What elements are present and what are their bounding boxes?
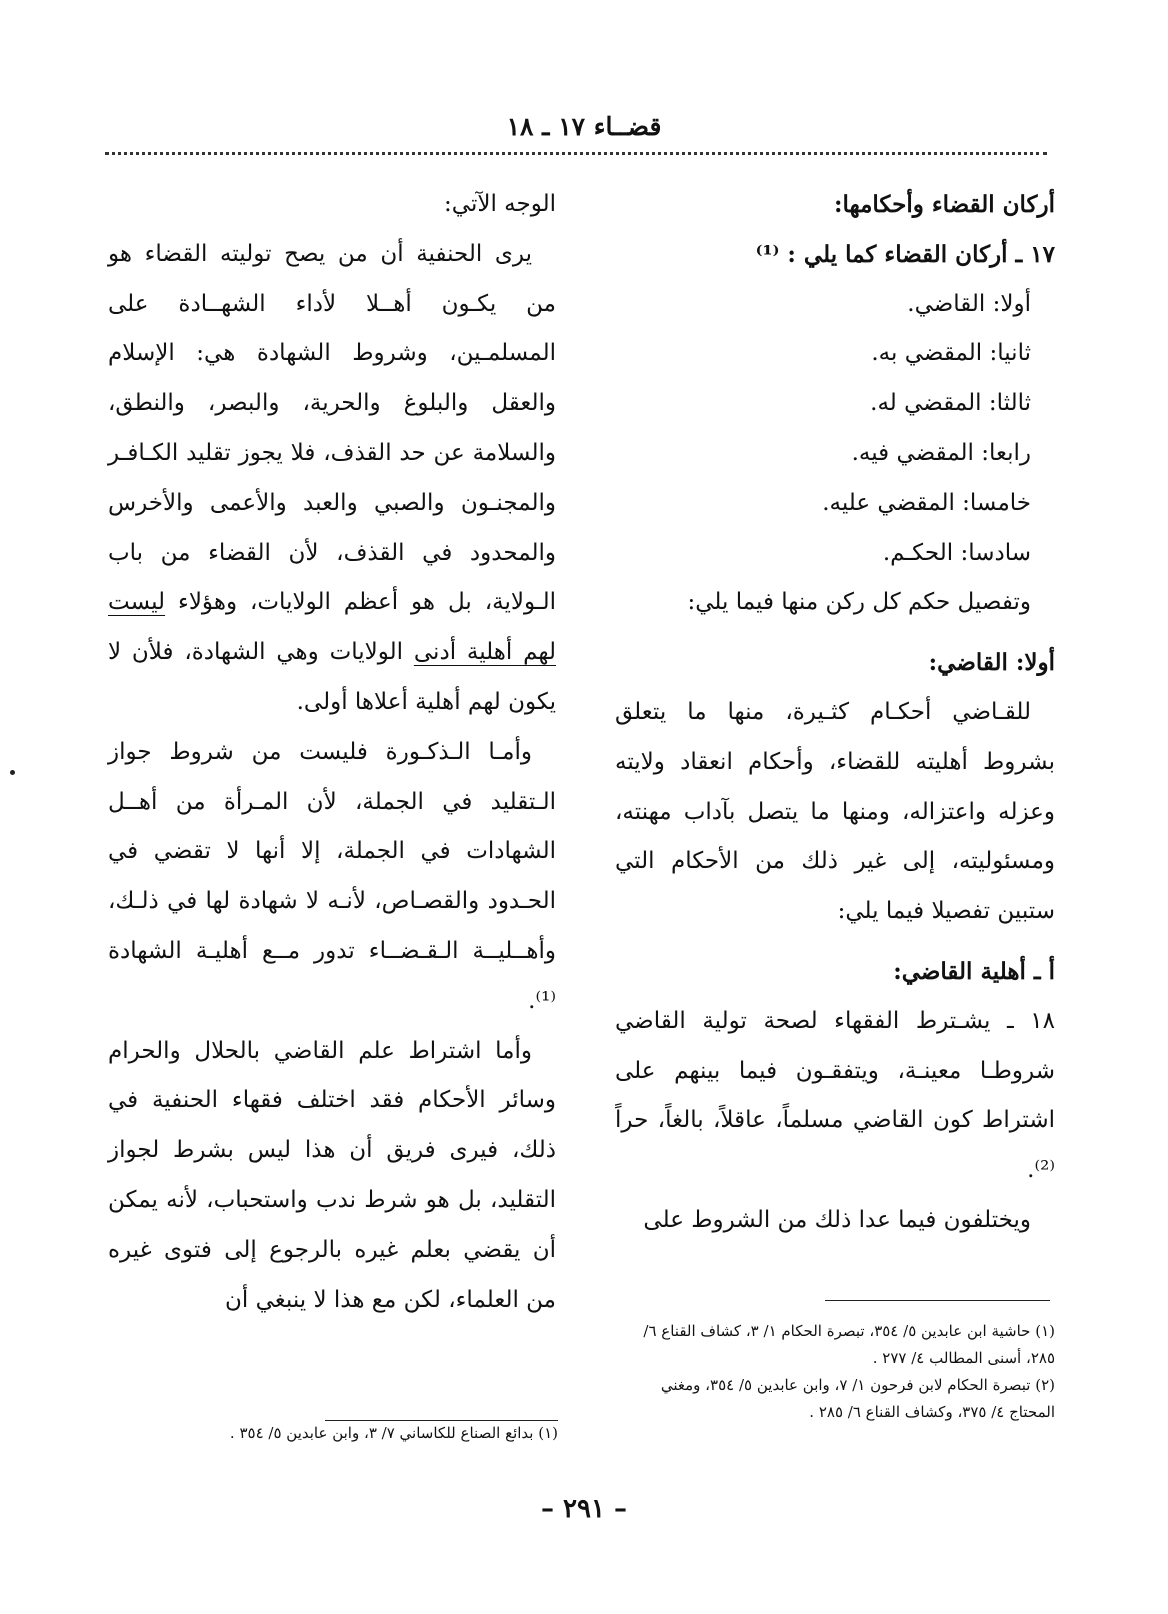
paragraph-18: ١٨ ـ يشـترط الفقهاء لصحة تولية القاضي شروطـا معينـة، ويتفقـون فيما بينهم على اشتراط كون القاضي مسلماً، عاقلاً، بالغاً، حراً ⁽²⁾. (615, 1007, 1055, 1184)
page-number: – ٢٩١ – (540, 1494, 628, 1524)
underlined-phrase: ليست لهم أهلية أدنى (108, 589, 557, 666)
hanafi-text-end: الولايات وهي الشهادة، فلأن لا يكون لهم أهلية أعلاها أولى. (108, 639, 556, 715)
paragraph-18-continued: ويختلفون فيما عدا ذلك من الشروط على (643, 1206, 1031, 1233)
knowledge-paragraph: وأما اشتراط علم القاضي بالحلال والحرام وسائر الأحكام فقد اختلف فقهاء الحنفية في ذلك، فيرى فريق أن هذا ليس بشرط لجواز التقليد، بل هو شرط ندب واستحباب، لأنه يمكن أن يقضي بعلم غيره بالرجوع إلى فتوى غيره من العلماء، لكن مع هذا لا ينبغي أن (108, 1037, 556, 1313)
detail-intro: وتفصيل حكم كل ركن منها فيما يلي: (687, 589, 1031, 616)
eligibility-heading: أ ـ أهلية القاضي: (893, 957, 1055, 985)
masculinity-paragraph: وأمـا الـذكـورة فليست من شروط جواز الـتقليد في الجملة، لأن المـرأة من أهــل الشهادات في الجملة، إلا أنها لا تقضي في الحـدود والقصـاص، لأنـه لا شهادة لها في ذلـك، وأهــليــة الـقـضــاء تدور مــع أهليـة الشهادة ⁽¹⁾. (108, 738, 556, 1014)
running-head: قضــاء ١٧ ـ ١٨ (506, 112, 662, 141)
pillar-item: ثانيا: المقضي به. (871, 340, 1031, 367)
hanafi-text: يرى الحنفية أن من يصح توليته القضاء هو من يكـون أهــلا لأداء الشهــادة على المسلمـين، وشروط الشهادة هي: الإسلام والعقل والبلوغ والحرية، والبصر، والنطق، والسلامة عن حد القذف، فلا يجوز تقليد الكـافـر والمجنـون والصبي والعبد والأعمى والأخرس والمحدود في القذف، لأن القضاء من باب الـولاية، بل هو أعظم الولايات، وهؤلاء (108, 240, 556, 616)
right-column (615, 180, 1055, 1246)
footnote: (١) بدائع الصناع للكاساني ٧/ ٣، وابن عابدين ٥/ ٣٥٤ . (229, 1424, 558, 1442)
left-column (108, 180, 556, 1325)
footnotes-right (615, 1318, 1055, 1426)
footnotes-left (108, 1420, 558, 1447)
continuation-heading: الوجه الآتي: (444, 191, 556, 217)
hanafi-paragraph (108, 230, 556, 728)
margin-dot (10, 770, 15, 775)
footnote-rule-right (825, 1300, 1050, 1301)
footnote: (٢) تبصرة الحكام لابن فرحون ١/ ٧، وابن عابدين ٥/ ٣٥٤، ومغني المحتاج ٤/ ٣٧٥، وكشاف القناع ٦/ ٢٨٥ . (660, 1376, 1055, 1421)
judge-paragraph: للقـاضي أحكـام كثـيرة، منها ما يتعلق بشروط أهليته للقضاء، وأحكام انعقاد ولايته وعزله واعتزاله، ومنها ما يتصل بآداب مهنته، ومسئوليته، إلى غير ذلك من الأحكام التي ستبين تفصيلا فيما يلي: (615, 698, 1055, 925)
section-heading: أركان القضاء وأحكامها: (833, 191, 1055, 218)
pillar-item: رابعا: المقضي فيه. (851, 439, 1031, 466)
pillar-item: خامسا: المقضي عليه. (822, 489, 1031, 516)
paragraph-17: ١٧ ـ أركان القضاء كما يلي : ⁽¹⁾ (755, 240, 1055, 268)
pillar-item: سادسا: الحكـم. (882, 539, 1031, 566)
pillar-item: ثالثا: المقضي له. (870, 390, 1031, 417)
judge-heading: أولا: القاضي: (928, 649, 1055, 677)
footnote: (١) حاشية ابن عابدين ٥/ ٣٥٤، تبصرة الحكام ١/ ٣، كشاف القناع ٦/ ٢٨٥، أسنى المطالب ٤/ ٢٧٧ . (643, 1322, 1055, 1367)
pillar-item: أولا: القاضي. (907, 290, 1031, 317)
header-dotted-rule (105, 152, 1047, 155)
